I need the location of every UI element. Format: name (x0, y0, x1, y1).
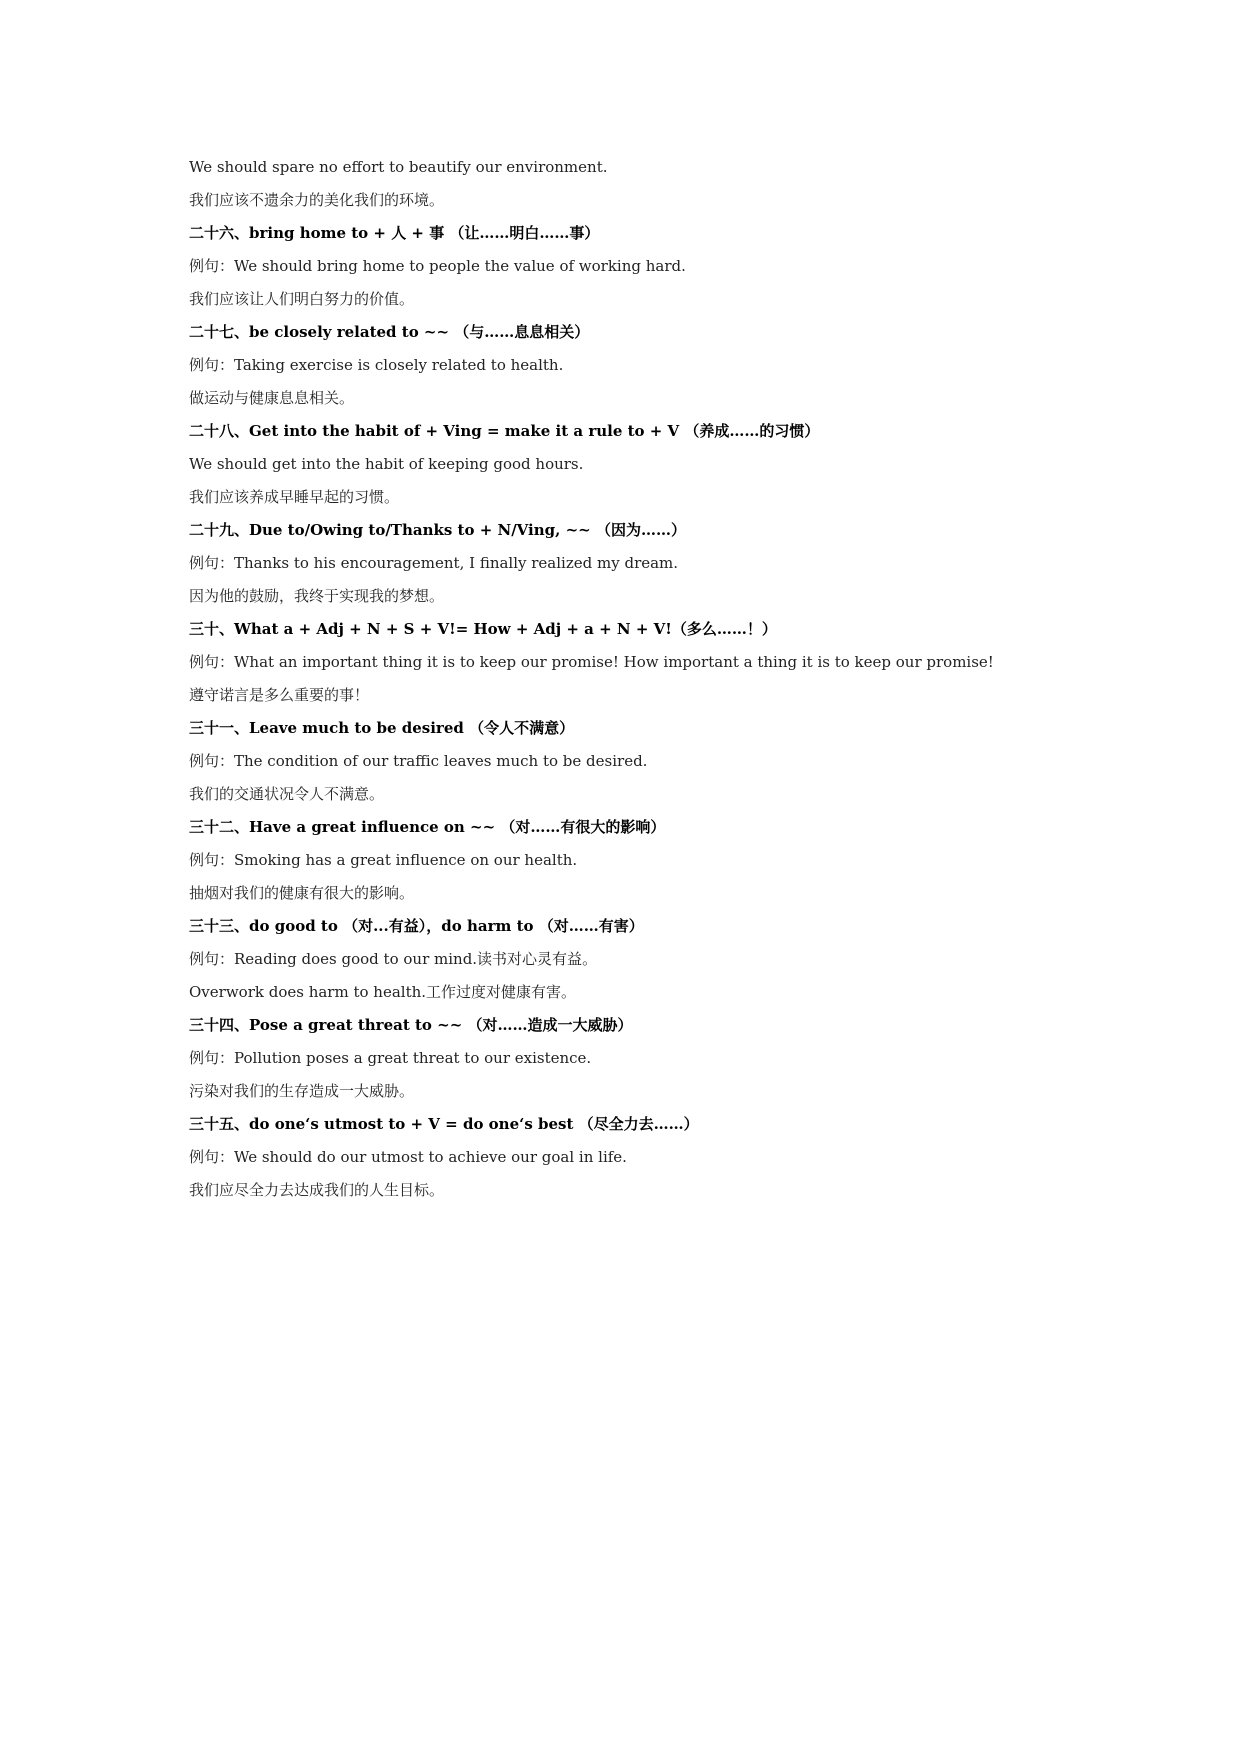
phrase-heading-31: 三十一、Leave much to be desired （令人不满意） (189, 719, 575, 737)
example-sentence: Overwork does harm to health.工作过度对健康有害。 (189, 983, 577, 1001)
phrase-heading-29: 二十九、Due to/Owing to/Thanks to + N/Ving, ~~ （因为……） (189, 521, 686, 539)
phrase-heading-27: 二十七、be closely related to ~~ （与……息息相关） (189, 323, 590, 341)
example-sentence: 例句：The condition of our traffic leaves much to be desired. (189, 752, 648, 770)
chinese-translation: 抽烟对我们的健康有很大的影响。 (189, 884, 415, 902)
chinese-translation: 做运动与健康息息相关。 (189, 389, 355, 407)
example-sentence: 例句：Taking exercise is closely related to health. (189, 356, 564, 374)
example-sentence: 例句：We should do our utmost to achieve our goal in life. (189, 1148, 627, 1166)
chinese-translation: 因为他的鼓励，我终于实现我的梦想。 (189, 587, 445, 605)
example-sentence: 例句：Reading does good to our mind.读书对心灵有益。 (189, 950, 598, 968)
phrase-heading-33: 三十三、do good to （对...有益），do harm to （对……有害） (189, 917, 644, 935)
phrase-heading-30: 三十、What a + Adj + N + S + V!= How + Adj + a + N + V!（多么……！） (189, 620, 777, 638)
chinese-translation: 我们应尽全力去达成我们的人生目标。 (189, 1181, 445, 1199)
example-sentence: 例句：We should bring home to people the value of working hard. (189, 257, 686, 275)
example-sentence: We should get into the habit of keeping good hours. (189, 455, 584, 473)
document-body (189, 155, 1149, 1211)
example-sentence: 例句：Thanks to his encouragement, I finally realized my dream. (189, 554, 679, 572)
chinese-translation: 污染对我们的生存造成一大威胁。 (189, 1082, 415, 1100)
chinese-translation: 我们应该养成早睡早起的习惯。 (189, 488, 400, 506)
phrase-heading-26: 二十六、bring home to + 人 + 事 （让……明白……事） (189, 224, 600, 242)
example-sentence: We should spare no effort to beautify our environment. (189, 158, 608, 176)
chinese-translation: 遵守诺言是多么重要的事！ (189, 686, 370, 704)
chinese-translation: 我们的交通状况令人不满意。 (189, 785, 385, 803)
phrase-heading-32: 三十二、Have a great influence on ~~ （对……有很大的影响） (189, 818, 666, 836)
example-sentence: 例句：What an important thing it is to keep our promise! How important a thing it is to keep our promise! (189, 653, 994, 671)
phrase-heading-34: 三十四、Pose a great threat to ~~ （对……造成一大威胁） (189, 1016, 633, 1034)
chinese-translation: 我们应该让人们明白努力的价值。 (189, 290, 415, 308)
example-sentence: 例句：Pollution poses a great threat to our existence. (189, 1049, 592, 1067)
phrase-heading-35: 三十五、do one‘s utmost to + V = do one‘s best （尽全力去……） (189, 1115, 699, 1133)
chinese-translation: 我们应该不遗余力的美化我们的环境。 (189, 191, 445, 209)
phrase-heading-28: 二十八、Get into the habit of + Ving = make it a rule to + V （养成……的习惯） (189, 422, 820, 440)
example-sentence: 例句：Smoking has a great influence on our health. (189, 851, 578, 869)
